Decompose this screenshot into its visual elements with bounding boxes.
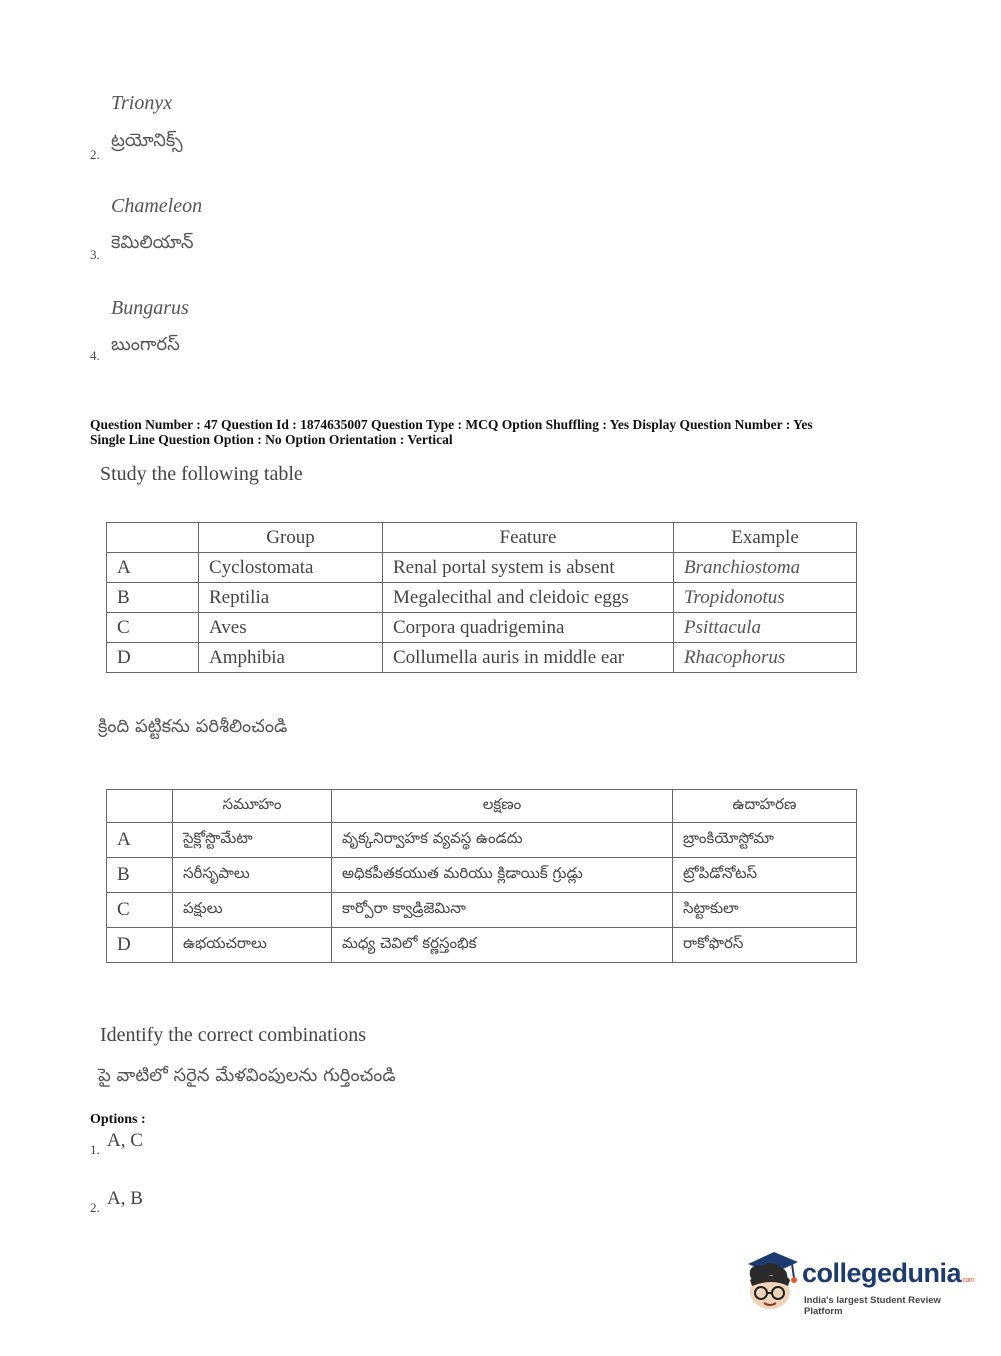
option-1-text: A, C bbox=[107, 1130, 143, 1151]
table-row bbox=[107, 928, 857, 963]
option-1-number: 1. bbox=[90, 1142, 100, 1157]
english-lead: Study the following table bbox=[100, 463, 303, 485]
row-letter: B bbox=[107, 583, 199, 613]
row-group: Amphibia bbox=[199, 643, 383, 673]
prev-option-4-english: Bungarus bbox=[111, 297, 189, 319]
option-1[interactable] bbox=[90, 1130, 290, 1160]
row-feature: Corpora quadrigemina bbox=[383, 613, 674, 643]
row-letter: B bbox=[107, 858, 173, 893]
logo-name: collegedunia bbox=[802, 1258, 962, 1288]
option-2-text: A, B bbox=[107, 1188, 143, 1209]
row-letter: D bbox=[107, 928, 173, 963]
english-identify: Identify the correct combinations bbox=[100, 1024, 367, 1046]
table-row bbox=[107, 583, 857, 613]
telugu-header-blank bbox=[107, 790, 173, 823]
prev-option-2-number: 2. bbox=[90, 147, 100, 162]
table-row bbox=[107, 893, 857, 928]
prev-option-4-telugu: బుంగారస్ bbox=[111, 334, 180, 355]
prev-option-3-english: Chameleon bbox=[111, 195, 203, 217]
row-group: ఉభయచరాలు bbox=[173, 928, 332, 963]
telugu-table-header bbox=[107, 790, 857, 823]
row-example: సిట్టాకులా bbox=[673, 893, 857, 928]
row-letter: A bbox=[107, 823, 173, 858]
row-group: పక్షులు bbox=[173, 893, 332, 928]
prev-option-2-telugu: ట్రయోనిక్స్ bbox=[111, 130, 183, 151]
logo-wordmark bbox=[802, 1258, 974, 1289]
row-example: Rhacophorus bbox=[674, 643, 857, 673]
row-feature: అధికపీతకయుత మరియు క్లిడాయిక్ గ్రుడ్లు bbox=[332, 858, 673, 893]
row-feature: Renal portal system is absent bbox=[383, 553, 674, 583]
row-letter: D bbox=[107, 643, 199, 673]
english-header-example: Example bbox=[674, 523, 857, 553]
telugu-lead: క్రింది పట్టికను పరిశీలించండి bbox=[98, 716, 288, 737]
row-group: సరీసృపాలు bbox=[173, 858, 332, 893]
telugu-header-group: సమూహం bbox=[173, 790, 332, 823]
telugu-identify: పై వాటిలో సరైన మేళవింపులను గుర్తించండి bbox=[98, 1065, 396, 1086]
row-example: ట్రోపిడోనోటస్ bbox=[673, 858, 857, 893]
row-letter: C bbox=[107, 893, 173, 928]
prev-option-3-number: 3. bbox=[90, 247, 100, 262]
row-example: Tropidonotus bbox=[674, 583, 857, 613]
table-row bbox=[107, 823, 857, 858]
question-meta-line2: Single Line Question Option : No Option Orientation : Vertical bbox=[90, 432, 453, 447]
options-label: Options : bbox=[90, 1112, 146, 1127]
prev-option-3-telugu: కెమిలియాన్ bbox=[111, 232, 194, 253]
logo-suffix: .com bbox=[961, 1277, 975, 1284]
table-row bbox=[107, 553, 857, 583]
prev-option-2-english: Trionyx bbox=[111, 92, 173, 114]
row-group: Reptilia bbox=[199, 583, 383, 613]
table-row bbox=[107, 858, 857, 893]
collegedunia-logo[interactable] bbox=[742, 1250, 975, 1317]
logo-tagline: India's largest Student Review Platform bbox=[804, 1295, 941, 1317]
english-header-blank bbox=[107, 523, 199, 553]
row-letter: A bbox=[107, 553, 199, 583]
row-group: Aves bbox=[199, 613, 383, 643]
row-example: రాకోఫొరస్ bbox=[673, 928, 857, 963]
table-row bbox=[107, 613, 857, 643]
mascot-icon bbox=[742, 1250, 800, 1312]
telugu-header-example: ఉదాహరణ bbox=[673, 790, 857, 823]
row-group: Cyclostomata bbox=[199, 553, 383, 583]
row-example: బ్రాంకియోస్టోమా bbox=[673, 823, 857, 858]
row-letter: C bbox=[107, 613, 199, 643]
telugu-table bbox=[106, 789, 857, 963]
english-table-header bbox=[107, 523, 857, 553]
table-row bbox=[107, 643, 857, 673]
row-feature: మధ్య చెవిలో కర్ణస్తంభిక bbox=[332, 928, 673, 963]
row-feature: Megalecithal and cleidoic eggs bbox=[383, 583, 674, 613]
option-2[interactable] bbox=[90, 1188, 290, 1218]
row-group: సైక్లోస్టొమేటా bbox=[173, 823, 332, 858]
question-meta-line1: Question Number : 47 Question Id : 1874635007 Question Type : MCQ Option Shuffling : Yes Display Question Number : Yes bbox=[90, 417, 813, 432]
row-feature: Collumella auris in middle ear bbox=[383, 643, 674, 673]
row-feature: కార్పోరా క్వాడ్రిజెమినా bbox=[332, 893, 673, 928]
prev-option-4-number: 4. bbox=[90, 348, 100, 363]
option-2-number: 2. bbox=[90, 1200, 100, 1215]
row-example: Psittacula bbox=[674, 613, 857, 643]
row-example: Branchiostoma bbox=[674, 553, 857, 583]
row-feature: వృక్కనిర్వాహక వ్యవస్థ ఉండదు bbox=[332, 823, 673, 858]
english-header-group: Group bbox=[199, 523, 383, 553]
english-header-feature: Feature bbox=[383, 523, 674, 553]
english-table bbox=[106, 522, 857, 673]
telugu-header-feature: లక్షణం bbox=[332, 790, 673, 823]
question-meta bbox=[90, 417, 813, 447]
